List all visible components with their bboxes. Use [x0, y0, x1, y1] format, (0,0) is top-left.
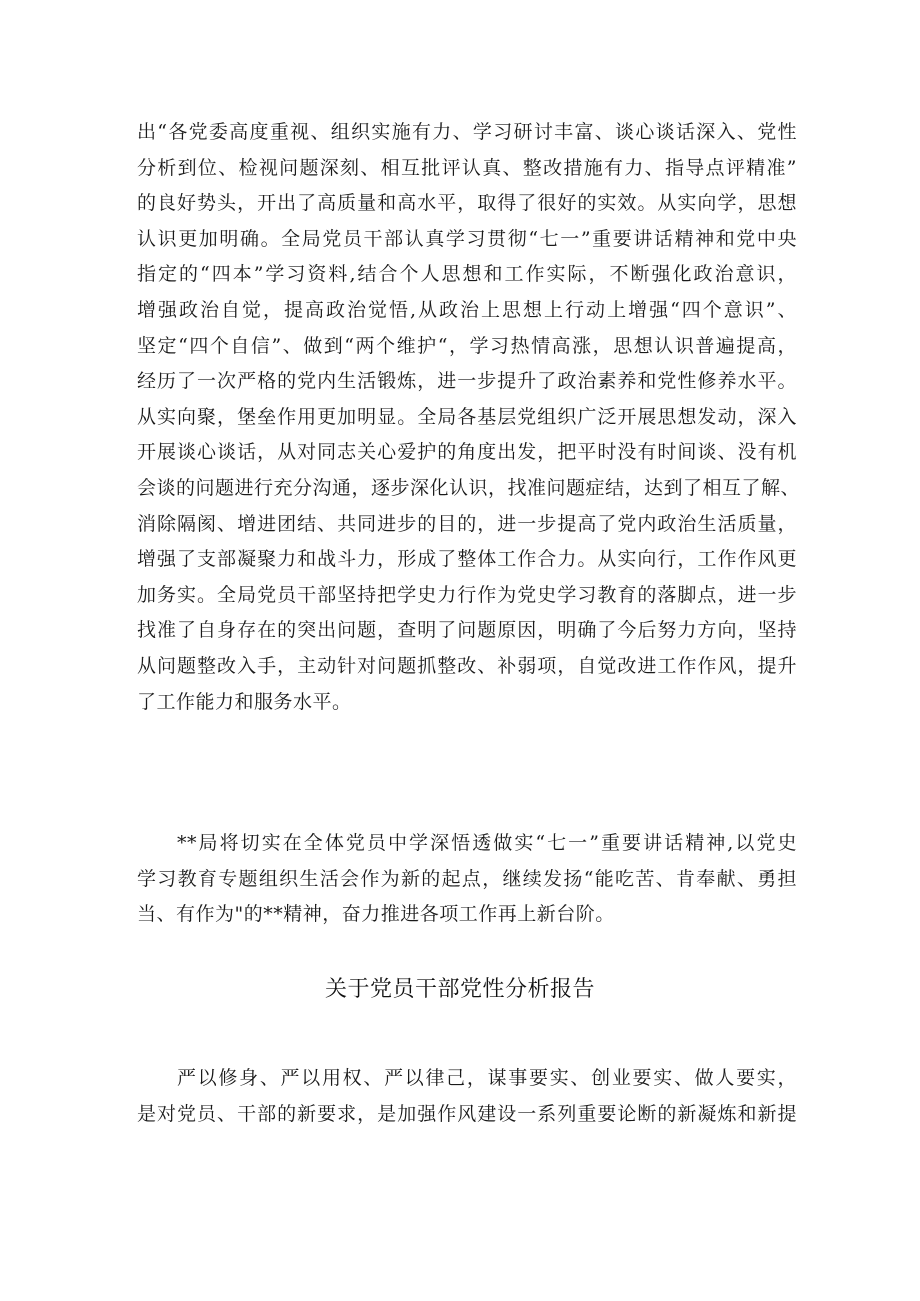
- body-paragraph-2: [137, 826, 797, 933]
- text-line: 当、有作为"的**精神，奋力推进各项工作再上新台阶。: [137, 903, 615, 926]
- body-paragraph-3: [137, 1061, 797, 1132]
- text-line: 找准了自身存在的突出问题，查明了问题原因，明确了今后努力方向，坚持: [137, 619, 797, 642]
- text-line: 是对党员、干部的新要求，是加强作风建设一系列重要论断的新凝炼和新提: [137, 1102, 797, 1125]
- text-line: 开展谈心谈话，从对同志关心爱护的角度出发，把平时没有时间谈、没有机: [137, 441, 797, 464]
- text-line: 严以修身、严以用权、严以律己，谋事要实、创业要实、做人要实，: [177, 1067, 797, 1089]
- text-line: 的良好势头，开出了高质量和高水平，取得了很好的实效。从实向学，思想: [137, 192, 797, 215]
- text-line: 从问题整改入手，主动针对问题抓整改、补弱项，自觉改进工作作风，提升: [137, 654, 797, 677]
- text-line: 学习教育专题组织生活会作为新的起点，继续发扬“能吃苦、肯奉献、勇担: [137, 867, 797, 890]
- text-line: **局将切实在全体党员中学深悟透做实“七一”重要讲话精神,以党史: [177, 832, 797, 854]
- text-line: 出“各党委高度重视、组织实施有力、学习研讨丰富、谈心谈话深入、党性: [137, 121, 797, 143]
- text-line: 增强政治自觉，提高政治觉悟,从政治上思想上行动上增强“四个意识”、: [137, 298, 797, 321]
- text-line: 消除隔阂、增进团结、共同进步的目的，进一步提高了党内政治生活质量，: [137, 512, 797, 535]
- text-line: 认识更加明确。全局党员干部认真学习贯彻“七一”重要讲话精神和党中央: [137, 227, 797, 250]
- text-line: 从实向聚，堡垒作用更加明显。全局各基层党组织广泛开展思想发动，深入: [137, 405, 797, 428]
- text-line: 指定的“四本”学习资料,结合个人思想和工作实际，不断强化政治意识，: [137, 263, 797, 286]
- section-title: 关于党员干部党性分析报告: [324, 977, 595, 1002]
- text-line: 了工作能力和服务水平。: [137, 690, 352, 713]
- text-line: 经历了一次严格的党内生活锻炼，进一步提升了政治素养和党性修养水平。: [137, 370, 797, 393]
- text-line: 加务实。全局党员干部坚持把学史力行作为党史学习教育的落脚点，进一步: [137, 583, 797, 606]
- body-paragraph-1: [137, 115, 801, 720]
- text-line: 会谈的问题进行充分沟通，逐步深化认识，找准问题症结，达到了相互了解、: [137, 476, 801, 499]
- text-line: 分析到位、检视问题深刻、相互批评认真、整改措施有力、指导点评精准”: [137, 156, 797, 179]
- text-line: 坚定“四个自信”、做到“两个维护“，学习热情高涨，思想认识普遍提高，: [137, 334, 797, 357]
- text-line: 增强了支部凝聚力和战斗力，形成了整体工作合力。从实向行，工作作风更: [137, 548, 797, 571]
